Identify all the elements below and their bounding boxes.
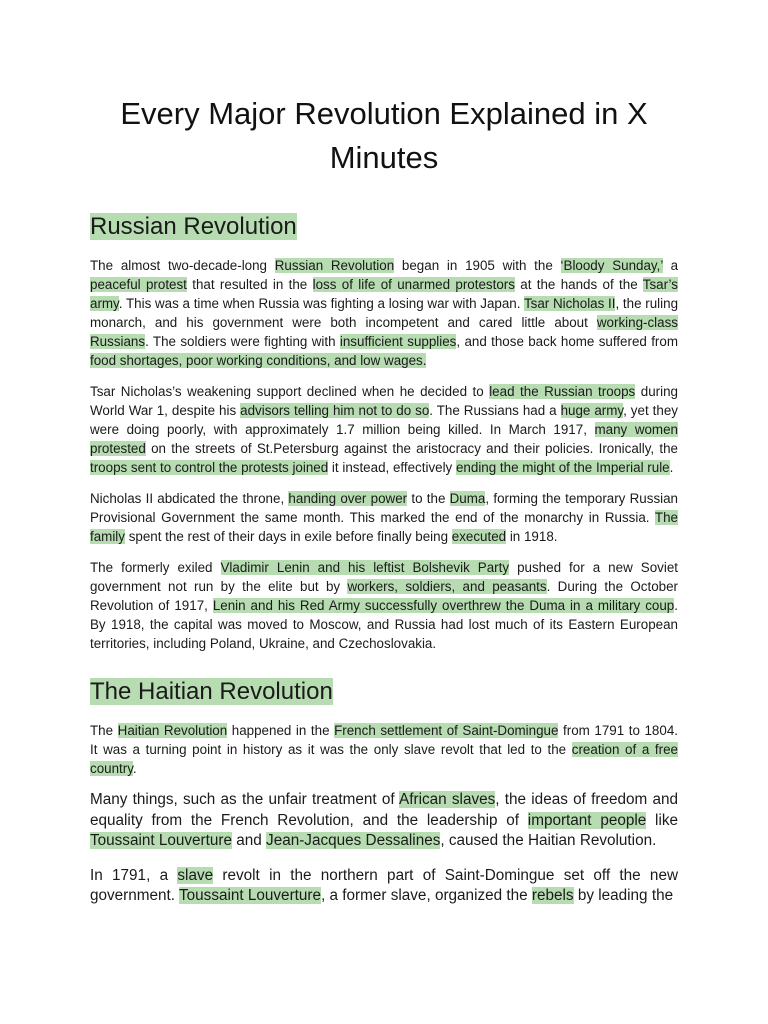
highlighted-phrase: peaceful protest — [90, 277, 187, 292]
highlighted-phrase: many women protested — [90, 422, 678, 456]
text-run: by leading the — [573, 887, 674, 904]
highlighted-phrase: Tsar’s army — [90, 277, 678, 311]
text-run: . This was a time when Russia was fighting a losing war with Japan. — [118, 296, 524, 311]
text-run: happened in the — [227, 723, 335, 738]
text-run: spent the rest of their days in exile before finally being — [124, 529, 452, 544]
highlighted-phrase: working-class Russians — [90, 315, 678, 349]
highlighted-phrase: Toussaint Louverture — [90, 832, 233, 849]
text-run: pushed for a new Soviet government not run by the elite but by — [90, 560, 678, 594]
highlighted-phrase: creation of a free country — [90, 742, 678, 776]
highlighted-phrase: loss of life of unarmed protestors — [312, 277, 515, 292]
text-run: Nicholas II abdicated the throne, — [90, 491, 289, 506]
highlighted-phrase: Toussaint Louverture — [179, 887, 322, 904]
text-run: and — [232, 832, 267, 849]
text-run: . The soldiers were fighting with — [145, 334, 340, 349]
highlighted-phrase: advisors telling him not to do so — [240, 403, 430, 418]
highlighted-phrase: slave — [177, 866, 214, 884]
text-run: , a former slave, organized the — [321, 887, 532, 904]
highlighted-phrase: food shortages, poor working conditions, and low wages. — [90, 353, 427, 368]
highlighted-phrase: troops sent to control the protests joined — [90, 460, 329, 475]
text-run: . By 1918, the capital was moved to Moscow, and Russia had lost much of its Eastern European territories, including Poland, Ukraine, and Czechoslovakia. — [90, 598, 678, 651]
text-run: began in 1905 with the — [394, 258, 561, 273]
text-run: The — [90, 723, 118, 738]
text-run: , forming the temporary Russian Provisional Government the same month. This marked the end of the monarchy in Russia. — [90, 491, 679, 525]
document-title: Every Major Revolution Explained in X Minutes — [120, 96, 648, 175]
text-run: , and those back home suffered from — [456, 334, 678, 349]
text-run: Many things, such as the unfair treatment of — [90, 791, 400, 808]
highlighted-phrase: Russian Revolution — [274, 258, 395, 273]
paragraph — [90, 489, 678, 546]
paragraph — [90, 721, 678, 778]
highlighted-phrase: Jean-Jacques Dessalines — [266, 832, 441, 849]
text-run: at the hands of the — [514, 277, 643, 292]
section-heading-russian-revolution — [90, 212, 678, 242]
highlighted-phrase: rebels — [531, 887, 574, 904]
text-run: . — [132, 761, 137, 776]
text-run: . The Russians had a — [429, 403, 561, 418]
highlighted-phrase: African slaves — [399, 791, 496, 808]
text-run: . During the October Revolution of 1917, — [90, 579, 679, 613]
highlighted-phrase: Lenin and his Red Army successfully overthrew the Duma in a military coup — [212, 598, 675, 613]
text-run: , caused the Haitian Revolution. — [440, 832, 657, 849]
highlighted-phrase: French settlement of Saint-Domingue — [334, 723, 559, 738]
text-run: In 1791, a — [90, 866, 178, 884]
highlighted-phrase: important people — [527, 811, 647, 829]
text-run: it instead, effectively — [328, 460, 456, 475]
paragraph — [90, 558, 678, 653]
text-run: , yet they were doing poorly, with approximately 1.7 million being killed. In March 1917, — [90, 403, 678, 437]
highlighted-phrase: insufficient supplies — [339, 334, 457, 349]
highlighted-phrase: The family — [90, 510, 678, 544]
highlighted-phrase: executed — [451, 529, 507, 544]
highlighted-phrase: ‘Bloody Sunday,’ — [560, 258, 663, 273]
text-run: in 1918. — [506, 529, 558, 544]
text-run: that resulted in the — [186, 277, 313, 292]
text-run: during World War 1, despite his — [90, 384, 678, 418]
text-run: from 1791 to 1804. It was a turning point in history as it was the only slave revolt that led to the — [90, 723, 678, 757]
text-run: Tsar Nicholas’s weakening support declined when he decided to — [90, 384, 490, 399]
highlighted-phrase: Haitian Revolution — [117, 723, 228, 738]
section-heading-haitian-revolution — [90, 677, 678, 707]
highlighted-phrase: lead the Russian troops — [489, 384, 636, 399]
highlighted-phrase: ending the might of the Imperial rule — [455, 460, 670, 475]
highlighted-phrase: Duma — [449, 491, 486, 506]
paragraph — [90, 256, 678, 370]
text-run: , the ruling monarch, and his government were both incompetent and cared little about — [90, 296, 679, 330]
paragraph — [90, 790, 678, 852]
text-run: The formerly exiled — [90, 560, 221, 575]
paragraph — [90, 866, 678, 907]
text-run: The almost two-decade-long — [90, 258, 275, 273]
text-run: a — [662, 258, 679, 273]
section-heading-text: Russian Revolution — [90, 213, 297, 240]
highlighted-phrase: handing over power — [288, 491, 408, 506]
text-run: revolt in the northern part of Saint-Domingue set off the new government. — [90, 866, 678, 904]
paragraph — [90, 382, 678, 477]
highlighted-phrase: Tsar Nicholas II — [523, 296, 616, 311]
text-run: , the ideas of freedom and equality from the French Revolution, and the leadership of — [90, 791, 679, 829]
highlighted-phrase: huge army — [560, 403, 624, 418]
highlighted-phrase: workers, soldiers, and peasants — [347, 579, 547, 594]
text-run: like — [646, 811, 679, 829]
text-run: on the streets of St.Petersburg against the aristocracy and their policies. Ironically, the — [145, 441, 678, 456]
highlighted-phrase: Vladimir Lenin and his leftist Bolshevik Party — [220, 560, 510, 575]
text-run: to the — [407, 491, 450, 506]
section-heading-text: The Haitian Revolution — [90, 678, 333, 705]
text-run: . — [669, 460, 674, 475]
